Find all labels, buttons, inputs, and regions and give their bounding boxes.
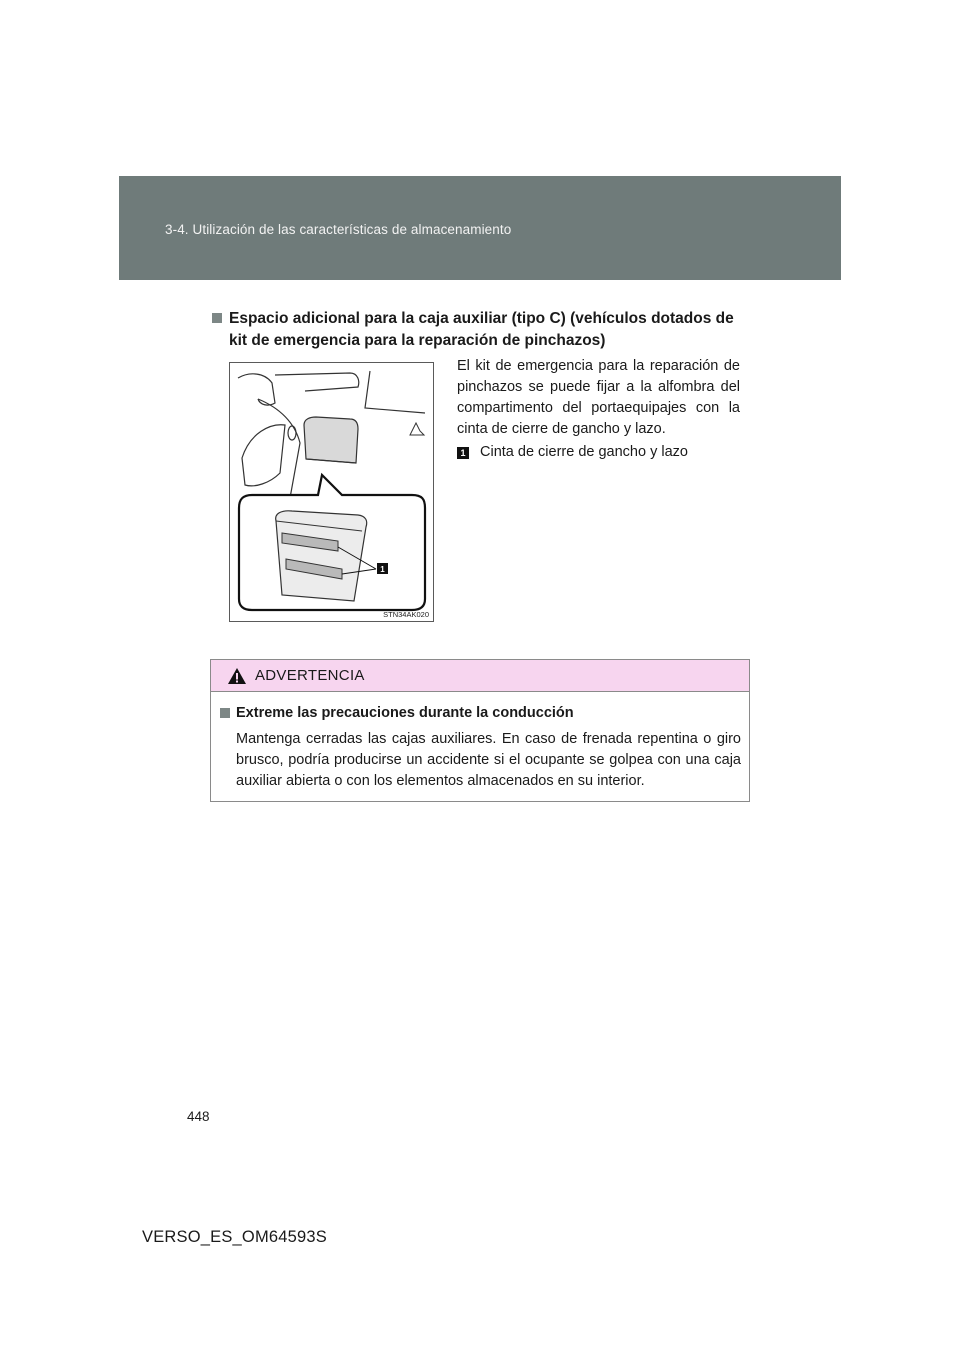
illustration-figure [229, 362, 434, 622]
square-bullet-icon [212, 313, 222, 323]
document-code: VERSO_ES_OM64593S [142, 1228, 327, 1246]
square-bullet-icon [220, 708, 230, 718]
warning-box [210, 659, 750, 802]
warning-subheading [219, 703, 741, 723]
warning-body [211, 692, 749, 792]
callout-number: 1 [380, 565, 385, 574]
section-heading-text: Espacio adicional para la caja auxiliar (tipo C) (vehículos dotados de kit de emergencia para la reparación de pinchazos) [229, 310, 734, 349]
warning-text: Mantenga cerradas las cajas auxiliares. En caso de frenada repentina o giro brusco, podría producirse un accidente si el ocupante se golpea con una caja auxiliar abierta o con los elementos almacenados en su interior. [236, 731, 741, 789]
warning-title: ADVERTENCIA [255, 667, 365, 684]
legend-label: Cinta de cierre de gancho y lazo [480, 444, 688, 460]
content-section [212, 308, 752, 352]
warning-triangle-icon [227, 667, 247, 685]
section-title: 3-4. Utilización de las características de almacenamiento [165, 222, 512, 237]
description-text: El kit de emergencia para la reparación de pinchazos se puede fijar a la alfombra del compartimento del portaequipajes con la cinta de cierre de gancho y lazo. [457, 358, 740, 437]
trunk-illustration [230, 363, 435, 623]
section-heading [212, 308, 752, 352]
legend-item [457, 442, 688, 463]
legend-number-badge: 1 [457, 447, 469, 459]
header-band [119, 176, 841, 280]
figure-code: STN34AK020 [383, 610, 429, 619]
page-number: 448 [187, 1109, 210, 1124]
warning-header [211, 660, 749, 692]
warning-subheading-text: Extreme las precauciones durante la conducción [236, 705, 574, 721]
